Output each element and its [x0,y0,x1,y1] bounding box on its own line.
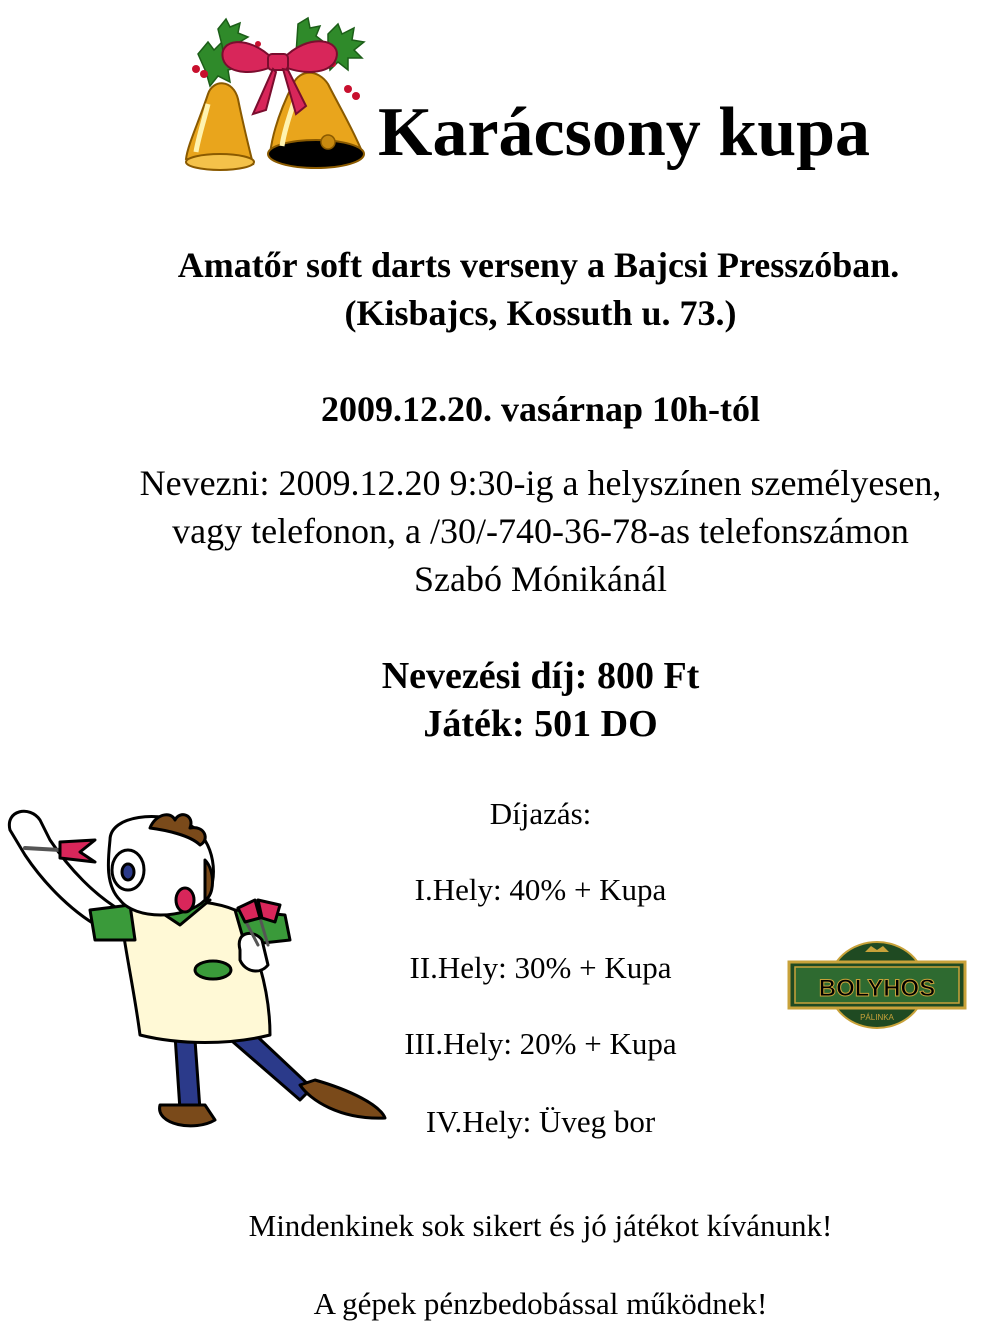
registration-line-1: Nevezni: 2009.12.20 9:30-ig a helyszínen személyesen, [139,463,942,503]
footer-note: A gépek pénzbedobással működnek! [313,1286,768,1321]
entry-fee: Nevezési díj: 800 Ft [381,655,700,697]
prize-first: I.Hely: 40% + Kupa [414,872,667,907]
event-date: 2009.12.20. vasárnap 10h-tól [320,389,761,429]
footer-wish: Mindenkinek sok sikert és jó játékot kívánunk! [248,1208,833,1243]
prize-third: III.Hely: 20% + Kupa [404,1026,677,1061]
event-address: (Kisbajcs, Kossuth u. 73.) [344,293,737,333]
registration-line-2: vagy telefonon, a /30/-740-36-78-as telefonszámon [172,511,909,551]
registration-line-3: Szabó Mónikánál [414,559,667,599]
prizes-heading: Díjazás: [489,796,592,831]
prize-fourth: IV.Hely: Üveg bor [425,1104,656,1139]
page-title: Karácsony kupa [378,94,871,171]
logo-brand-text: BOLYHOS [818,975,936,1002]
logo-sub-text: PÁLINKA [860,1013,894,1022]
bolyhos-palinka-logo [787,940,967,1030]
left-bell [186,83,254,170]
game-type: Játék: 501 DO [423,703,658,745]
christmas-bells-illustration [178,14,378,174]
dart-player-illustration [0,800,392,1140]
prize-second: II.Hely: 30% + Kupa [409,950,672,985]
event-description: Amatőr soft darts verseny a Bajcsi Presszóban. [177,245,900,285]
